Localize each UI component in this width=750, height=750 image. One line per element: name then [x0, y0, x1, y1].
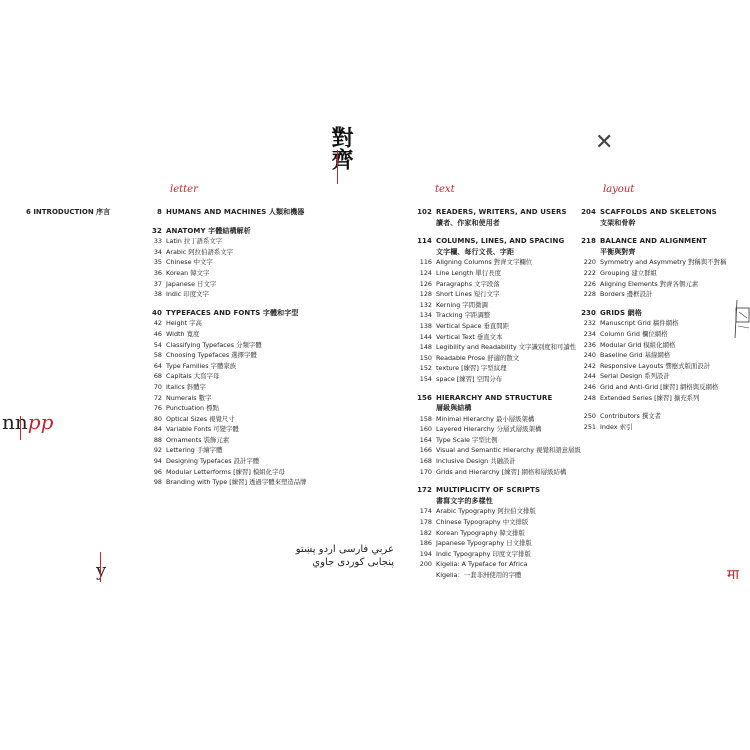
toc-entry-title: texture [練習] 字型紋理 [436, 364, 507, 373]
toc-page-number: 154 [419, 374, 432, 383]
toc-entry [572, 207, 726, 218]
toc-entry-title: Inclusive Design 共融設計 [436, 457, 516, 466]
toc-page-number: 32 [152, 226, 162, 235]
toc-entry-title: Kigelia：一套非洲使用的字體 [436, 571, 522, 579]
toc-entry-title: Punctuation 標點 [166, 404, 219, 413]
toc-entry [138, 424, 307, 435]
toc-entry-title: Extended Series [練習] 擴充系列 [600, 393, 700, 402]
toc-entry [138, 371, 307, 382]
toc-page-number: 36 [153, 268, 162, 277]
toc-entry [408, 393, 581, 404]
toc-entry-title: Ornaments 裝飾元素 [166, 435, 230, 444]
toc-page-number: 164 [419, 435, 432, 444]
toc-page-number: 220 [583, 258, 596, 267]
toc-entry-title: Indic 印度文字 [166, 290, 209, 299]
toc-entry-title: Kerning 字間微調 [436, 300, 488, 309]
toc-page-number: 186 [419, 539, 432, 548]
toc-page-number: 194 [419, 549, 432, 558]
toc-entry [138, 279, 307, 290]
toc-entry [138, 414, 307, 425]
section-label-layout: layout [603, 184, 635, 195]
left-red-rule [20, 416, 21, 440]
toc-entry-title: Layered Hierarchy 分層式層級架構 [436, 425, 542, 434]
toc-entry-title: Chinese Typography 中文排版 [436, 518, 529, 527]
toc-page-number: 116 [419, 258, 432, 267]
toc-entry [408, 570, 581, 581]
toc-entry [572, 236, 726, 247]
toc-page-number: 128 [419, 290, 432, 299]
toc-entry-title: Minimal Hierarchy 最小層級架構 [436, 414, 535, 423]
toc-entry [138, 382, 307, 393]
toc-column-text [408, 207, 581, 581]
toc-entry-title: HIERARCHY AND STRUCTURE [436, 393, 553, 402]
intro-entry [26, 207, 110, 217]
toc-entry [408, 268, 581, 279]
arabic-line-2: پنجابی کوردی جاوي [312, 557, 394, 568]
toc-page-number: 182 [419, 528, 432, 537]
toc-page-number: 54 [153, 340, 162, 349]
toc-column-layout [572, 207, 726, 432]
toc-page-number: 234 [583, 329, 596, 338]
toc-entry-title: Height 字高 [166, 319, 202, 328]
toc-entry [138, 445, 307, 456]
toc-entry-title: Japanese 日文字 [166, 279, 217, 288]
toc-entry [138, 477, 307, 488]
toc-entry-title: 支架和骨幹 [600, 218, 636, 227]
toc-entry-title: COLUMNS, LINES, AND SPACING [436, 237, 565, 246]
y-red-rule [100, 552, 101, 582]
toc-entry [408, 353, 581, 364]
toc-entry [408, 528, 581, 539]
toc-entry-title: Readable Prose 舒適的散文 [436, 353, 520, 362]
toc-entry [138, 456, 307, 467]
toc-entry [138, 393, 307, 404]
toc-entry-title: 讀者、作家和使用者 [436, 218, 500, 227]
toc-entry-title: Grid and Anti-Grid [練習] 網格與反網格 [600, 382, 719, 391]
toc-entry [408, 538, 581, 549]
toc-entry [138, 268, 307, 279]
toc-entry-title: 文字欄、每行文長、字距 [436, 247, 515, 256]
toc-page-number: 248 [583, 393, 596, 402]
toc-page-number: 134 [419, 311, 432, 320]
toc-page-number: 150 [419, 353, 432, 362]
toc-entry-title: Legibility and Readability 文字識別度和可讀性 [436, 343, 577, 352]
toc-entry [408, 414, 581, 425]
toc-entry-title: Kigelia: A Typeface for Africa [436, 560, 528, 569]
toc-entry-title: Korean Typography 韓文排版 [436, 528, 525, 537]
toc-page-number: 166 [419, 446, 432, 455]
toc-entry-title: Manuscript Grid 稿件網格 [600, 319, 679, 328]
toc-entry-title: Arabic Typography 阿拉伯文排版 [436, 507, 536, 516]
toc-entry [572, 411, 726, 422]
toc-entry [408, 424, 581, 435]
toc-entry [572, 279, 726, 290]
toc-entry-title: Line Length 單行長度 [436, 268, 501, 277]
toc-entry-title: Italics 斜體字 [166, 382, 206, 391]
toc-entry-title: Width 寬度 [166, 329, 200, 338]
toc-entry-title: Korean 韓文字 [166, 268, 210, 277]
toc-entry-title: Paragraphs 文字段落 [436, 279, 500, 288]
toc-entry-title: 書寫文字的多樣性 [436, 496, 493, 505]
toc-entry [138, 318, 307, 329]
section-gap [138, 300, 307, 308]
toc-page-number: 250 [583, 412, 596, 421]
toc-entry-title: space [練習] 空間分布 [436, 374, 503, 383]
toc-entry-title: 平衡與對齊 [600, 247, 636, 256]
toc-entry [408, 435, 581, 446]
toc-page-number: 40 [152, 308, 162, 317]
toc-entry-title: Grouping 建立群組 [600, 268, 657, 277]
toc-page-number: 222 [583, 268, 596, 277]
toc-page-number: 168 [419, 457, 432, 466]
toc-entry-title: Branding with Type [練習] 透過字體來塑造品牌 [166, 478, 307, 487]
toc-page-number: 37 [153, 279, 162, 288]
toc-page-number: 35 [153, 258, 162, 267]
toc-entry [408, 549, 581, 560]
toc-page-number: 172 [417, 486, 432, 495]
toc-page-number: 178 [419, 518, 432, 527]
toc-entry-title: Grids and Hierarchy [練習] 網格和層級結構 [436, 467, 567, 476]
intro-page: 6 [26, 208, 31, 216]
toc-entry [138, 236, 307, 247]
letter-red-rule [337, 150, 338, 184]
toc-entry-title: Designing Typefaces 設計字體 [166, 457, 260, 466]
toc-page-number: 138 [419, 321, 432, 330]
toc-entry [408, 236, 581, 247]
toc-entry [408, 332, 581, 343]
toc-column-letter [138, 207, 307, 488]
cross-symbol: ✕ [595, 130, 614, 155]
toc-entry [408, 257, 581, 268]
toc-entry-title: Latin 拉丁語系文字 [166, 237, 223, 246]
toc-entry [408, 485, 581, 496]
toc-entry-title: Baseline Grid 基線網格 [600, 351, 671, 360]
toc-entry [572, 289, 726, 300]
toc-entry [408, 342, 581, 353]
toc-entry [408, 279, 581, 290]
toc-entry-title: HUMANS AND MACHINES 人類和機器 [166, 208, 305, 216]
toc-entry-title: Aligning Elements 對齊各個元素 [600, 279, 699, 288]
toc-entry [138, 308, 307, 319]
toc-page-number: 84 [153, 425, 162, 434]
toc-page-number: 232 [583, 319, 596, 328]
toc-page-number: 33 [153, 237, 162, 246]
toc-entry [572, 247, 726, 258]
toc-entry [138, 329, 307, 340]
toc-page-number: 102 [417, 208, 432, 216]
toc-entry [138, 350, 307, 361]
section-gap [572, 300, 726, 308]
toc-entry [572, 218, 726, 229]
toc-entry-title: SCAFFOLDS AND SKELETONS [600, 208, 717, 216]
toc-entry [408, 496, 581, 507]
toc-page-number: 228 [583, 290, 596, 299]
toc-entry-title: BALANCE AND ALIGNMENT [600, 237, 707, 246]
section-gap [572, 228, 726, 236]
toc-entry [138, 247, 307, 258]
arabic-line-1: عربي فارسی اردو پښتو [295, 544, 394, 555]
toc-entry-title: Short Lines 短行文字 [436, 290, 500, 299]
toc-entry [408, 289, 581, 300]
toc-entry [408, 456, 581, 467]
toc-page-number: 68 [153, 372, 162, 381]
toc-page-number: 76 [153, 404, 162, 413]
toc-page-number: 242 [583, 361, 596, 370]
toc-entry-title: Optical Sizes 視覺尺寸 [166, 414, 235, 423]
toc-page-number: 236 [583, 340, 596, 349]
toc-entry-title: Choosing Typefaces 選擇字體 [166, 351, 257, 360]
toc-page-number: 64 [153, 361, 162, 370]
section-gap [572, 403, 726, 411]
toc-page-number: 230 [581, 308, 596, 317]
toc-entry [572, 257, 726, 268]
toc-entry [408, 403, 581, 414]
toc-entry [138, 257, 307, 268]
toc-entry-title: Borders 邊框設計 [600, 290, 653, 299]
toc-entry-title: Vertical Space 垂直間距 [436, 321, 510, 330]
toc-page-number: 240 [583, 351, 596, 360]
toc-page-number: 72 [153, 393, 162, 402]
toc-page-number: 156 [417, 393, 432, 402]
toc-page-number: 38 [153, 290, 162, 299]
toc-entry [138, 467, 307, 478]
toc-page-number: 160 [419, 425, 432, 434]
toc-page-number: 251 [583, 422, 596, 431]
toc-entry-title: Variable Fonts 可變字體 [166, 425, 239, 434]
toc-entry-title: Numerals 數字 [166, 393, 212, 402]
toc-page-number: 126 [419, 279, 432, 288]
toc-entry-title: Responsive Layouts 響應式版面設計 [600, 361, 711, 370]
toc-entry [408, 467, 581, 478]
toc-entry [408, 559, 581, 570]
toc-entry-title: Arabic 阿拉伯語系文字 [166, 247, 234, 256]
section-gap [138, 218, 307, 226]
toc-entry-title: Contributors 撰文者 [600, 412, 662, 421]
toc-page-number: 246 [583, 382, 596, 391]
toc-entry-title: GRIDS 網格 [600, 308, 642, 317]
toc-entry-title: Type Families 字體家族 [166, 361, 237, 370]
toc-entry-title: Indic Typography 印度文字排版 [436, 549, 531, 558]
toc-entry-title: 層級與結構 [436, 404, 472, 413]
toc-entry-title: MULTIPLICITY OF SCRIPTS [436, 486, 541, 495]
toc-entry [408, 374, 581, 385]
section-gap [408, 385, 581, 393]
toc-page-number: 94 [153, 457, 162, 466]
letter-y: y [96, 560, 107, 581]
toc-page-number: 80 [153, 414, 162, 423]
toc-entry-title: Chinese 中文字 [166, 258, 213, 267]
toc-entry [408, 247, 581, 258]
toc-entry-title: Classifying Typefaces 分類字體 [166, 340, 262, 349]
toc-page-number: 226 [583, 279, 596, 288]
toc-page-number: 144 [419, 332, 432, 341]
toc-entry-title: Visual and Semantic Hierarchy 視覺和語意層級 [436, 446, 581, 455]
toc-entry [138, 340, 307, 351]
section-label-text: text [435, 184, 455, 195]
toc-entry [408, 207, 581, 218]
red-letters: pp [27, 410, 54, 434]
toc-page-number: 174 [419, 507, 432, 516]
toc-entry-title: Type Scale 字型比例 [436, 435, 498, 444]
toc-entry [572, 340, 726, 351]
toc-page-number: 114 [417, 237, 432, 246]
toc-page-number: 170 [419, 467, 432, 476]
toc-entry-title: TYPEFACES AND FONTS 字體和字型 [166, 308, 299, 317]
toc-page-number: 158 [419, 414, 432, 423]
toc-entry-title: Modular Grid 模組化網格 [600, 340, 676, 349]
section-label-letter: letter [170, 184, 198, 195]
right-edge-devanagari: मा [727, 567, 739, 583]
toc-page-number: 34 [153, 247, 162, 256]
toc-page-number: 152 [419, 364, 432, 373]
toc-entry [572, 318, 726, 329]
easel-sketch-icon [733, 298, 750, 340]
toc-entry-title: ANATOMY 字體結構解析 [166, 226, 251, 235]
toc-entry-title: Aligning Columns 對齊文字欄位 [436, 258, 533, 267]
toc-page-number: 42 [153, 319, 162, 328]
toc-entry [408, 300, 581, 311]
left-edge-letters [2, 410, 53, 434]
toc-entry [572, 422, 726, 433]
section-gap [408, 477, 581, 485]
toc-entry [572, 350, 726, 361]
toc-entry [408, 517, 581, 528]
toc-entry [408, 310, 581, 321]
toc-page-number: 92 [153, 446, 162, 455]
toc-page-number: 204 [581, 208, 596, 216]
toc-entry [408, 506, 581, 517]
toc-page-number: 96 [153, 467, 162, 476]
toc-page-number: 8 [157, 208, 162, 216]
toc-entry-title: READERS, WRITERS, AND USERS [436, 208, 567, 216]
toc-entry [408, 218, 581, 229]
toc-entry-title: Tracking 字距調整 [436, 311, 491, 320]
intro-title: INTRODUCTION 序言 [33, 208, 111, 216]
toc-entry-title: Symmetry and Asymmetry 對稱與不對稱 [600, 258, 727, 267]
toc-page-number: 200 [419, 560, 432, 569]
toc-entry [572, 361, 726, 372]
toc-entry [138, 289, 307, 300]
toc-entry [138, 403, 307, 414]
toc-page-number: 88 [153, 435, 162, 444]
toc-entry-title: Capitals 大寫字母 [166, 372, 220, 381]
toc-page-number: 70 [153, 382, 162, 391]
toc-entry [138, 207, 307, 218]
toc-entry-title: Index 索引 [600, 422, 633, 431]
toc-entry [572, 393, 726, 404]
toc-page-number: 46 [153, 329, 162, 338]
toc-entry [572, 329, 726, 340]
toc-page-number: 58 [153, 351, 162, 360]
toc-page-number: 148 [419, 343, 432, 352]
toc-entry [408, 445, 581, 456]
toc-page-number: 132 [419, 300, 432, 309]
toc-entry-title: Modular Letterforms [練習] 模組化字母 [166, 467, 285, 476]
toc-entry-title: Serial Design 系列設計 [600, 372, 670, 381]
toc-entry [572, 268, 726, 279]
toc-entry-title: Lettering 手繪字體 [166, 446, 223, 455]
toc-entry [138, 361, 307, 372]
black-letters: nn [2, 410, 28, 434]
toc-page-number: 98 [153, 478, 162, 487]
arabic-script-sample [290, 543, 394, 569]
toc-page-number: 218 [581, 237, 596, 246]
toc-entry [138, 226, 307, 237]
toc-entry [572, 371, 726, 382]
toc-entry-title: Japanese Typography 日文排版 [436, 539, 532, 548]
toc-entry [408, 321, 581, 332]
toc-entry-title: Vertical Text 垂直文本 [436, 332, 503, 341]
toc-page-number: 124 [419, 268, 432, 277]
toc-page-number: 244 [583, 372, 596, 381]
section-gap [408, 228, 581, 236]
toc-entry [572, 308, 726, 319]
vertical-chinese-characters: 對齊 [328, 126, 354, 170]
toc-entry [408, 363, 581, 374]
toc-entry-title: Column Grid 欄位網格 [600, 329, 668, 338]
toc-entry [138, 435, 307, 446]
toc-entry [572, 382, 726, 393]
